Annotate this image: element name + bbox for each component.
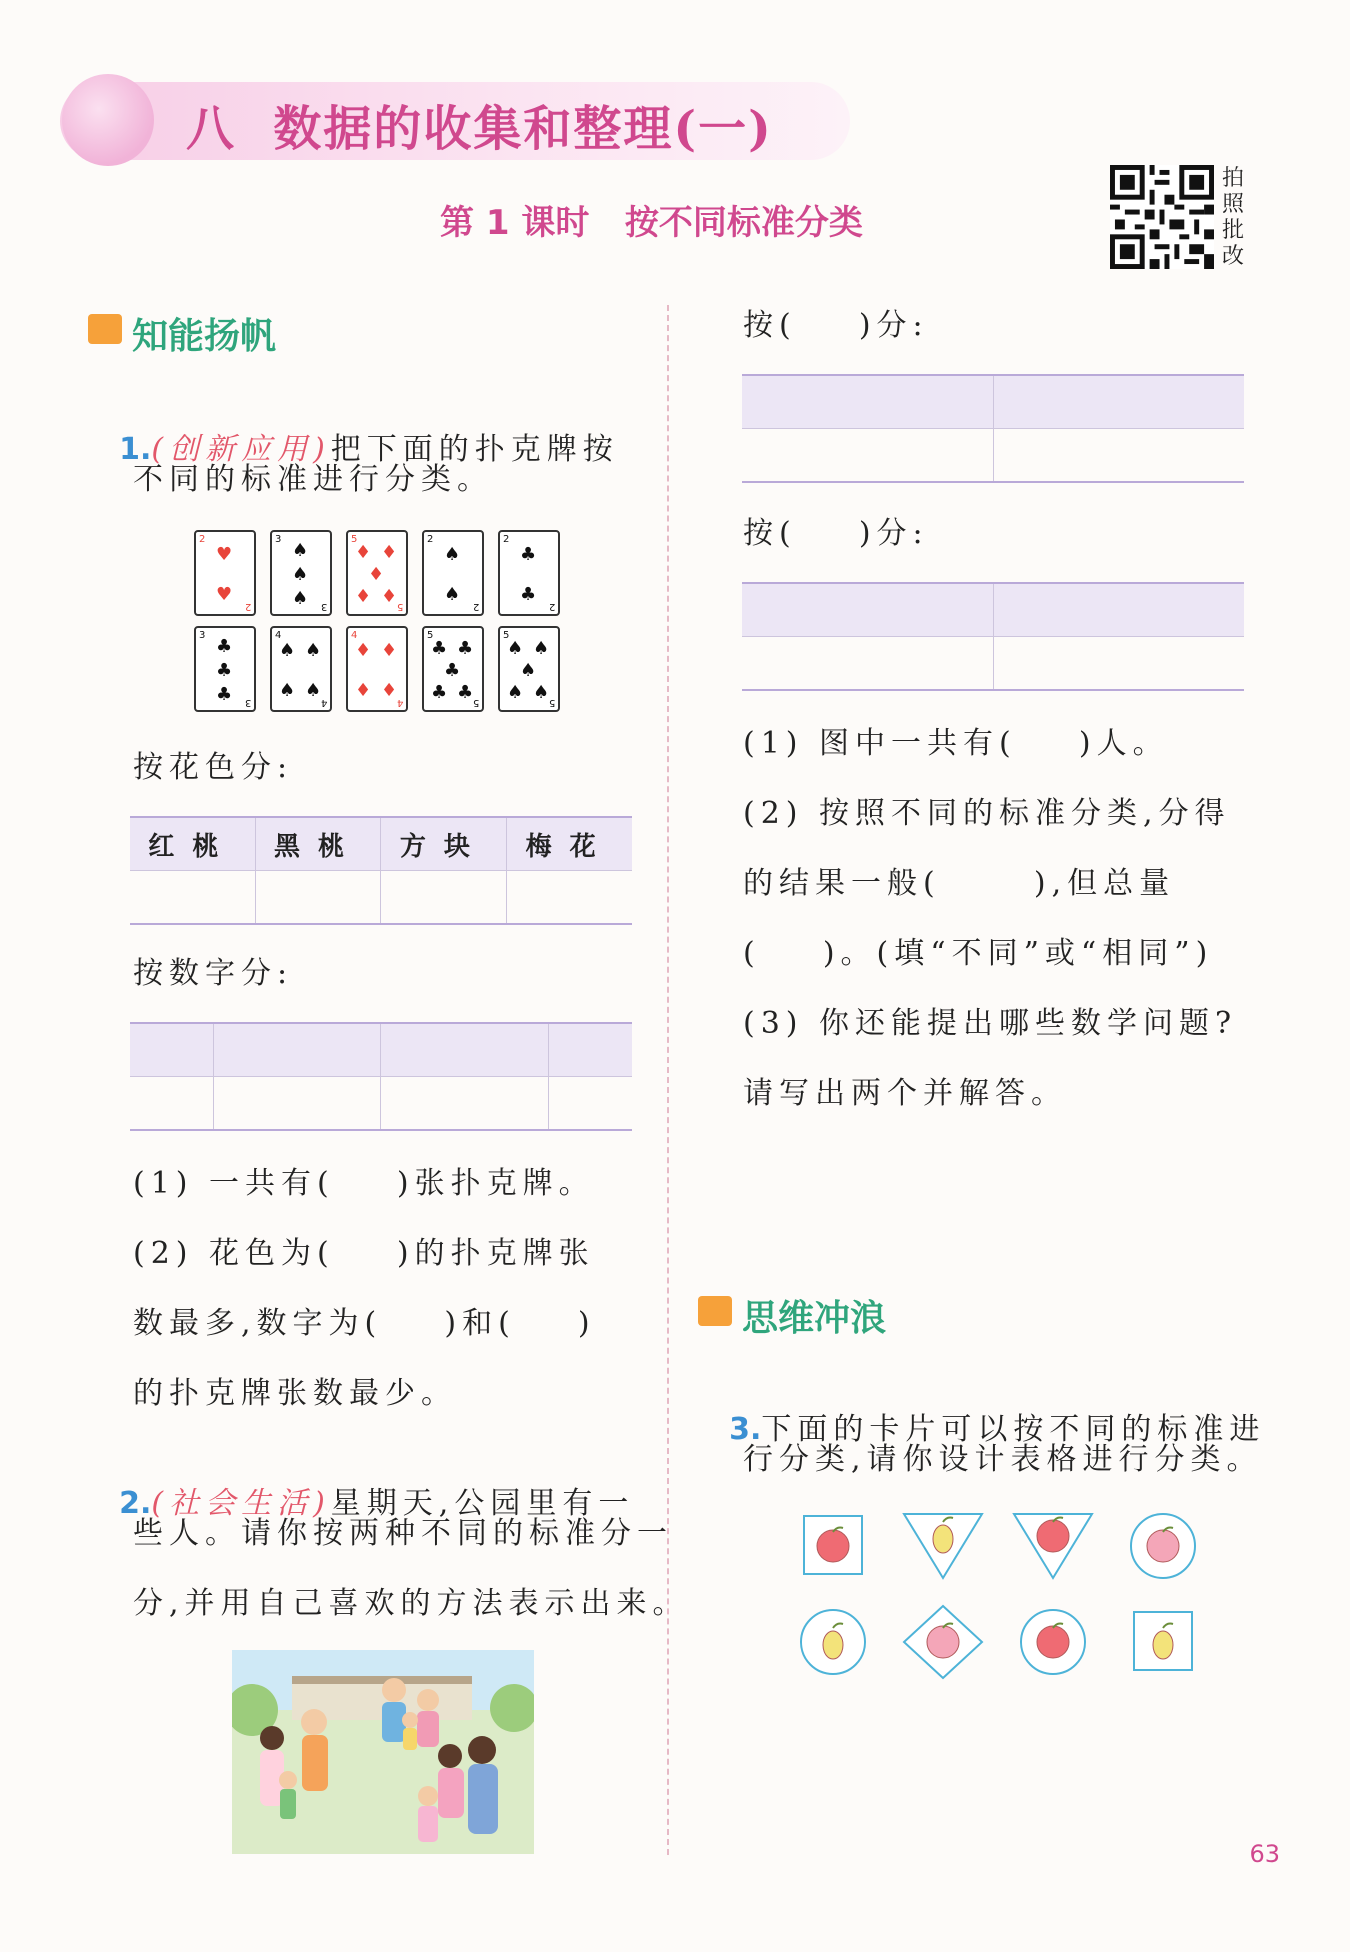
- card-suit-pip: ♦: [381, 586, 398, 607]
- card-suit-pip: ♦: [355, 542, 372, 563]
- card-suit-pip: ♦: [355, 586, 372, 607]
- suit-cell[interactable]: [130, 871, 255, 925]
- number-cell[interactable]: [214, 1077, 381, 1131]
- number-cell[interactable]: [130, 1077, 214, 1131]
- card-suit-pip: ♠: [292, 588, 309, 609]
- card-suit-pip: ♠: [279, 640, 296, 661]
- card-suit-pip: ♣: [431, 682, 448, 703]
- q2-line1: [88, 1444, 634, 1524]
- card-rank: 3: [320, 601, 327, 612]
- number-header-cell[interactable]: [548, 1023, 632, 1077]
- by-number-label: 按数字分:: [133, 956, 294, 991]
- sail-icon: [88, 314, 122, 344]
- park-people-illustration: [232, 1650, 534, 1854]
- q1-text1: 把下面的扑克牌按: [330, 432, 619, 467]
- card-rank: 5: [548, 697, 555, 708]
- poker-card: [346, 626, 408, 712]
- card-suit-pip: ♠: [507, 638, 524, 659]
- card-rank: 5: [396, 601, 403, 612]
- card-rank: 2: [548, 601, 555, 612]
- peach-circle-card: [1120, 1508, 1206, 1584]
- card-rank: 4: [351, 630, 358, 641]
- q2-table-cell[interactable]: [993, 429, 1244, 483]
- card-suit-pip: ♦: [381, 680, 398, 701]
- suit-table: [130, 816, 632, 925]
- by-suit-label: 按花色分:: [133, 750, 294, 785]
- q2-line3: 分,并用自己喜欢的方法表示出来。: [133, 1586, 689, 1621]
- q2-table-2: [742, 582, 1244, 691]
- chapter-title: 八 数据的收集和整理(一): [186, 101, 773, 157]
- card-rank: 2: [427, 534, 434, 545]
- card-suit-pip: ♠: [520, 660, 537, 681]
- card-suit-pip: ♠: [533, 638, 550, 659]
- suit-cell[interactable]: [507, 871, 632, 925]
- section-title-siwei: 思维冲浪: [742, 1298, 887, 1339]
- suit-cell[interactable]: [255, 871, 381, 925]
- apple-circle-card: [1010, 1604, 1096, 1680]
- card-rank: 4: [396, 697, 403, 708]
- card-suit-pip: ♠: [444, 544, 461, 565]
- card-rank: 5: [472, 697, 479, 708]
- q2-sub2b: 的结果一般( ),但总量: [743, 866, 1176, 901]
- suit-header: 红桃: [130, 817, 255, 871]
- q2-sub2a: (2) 按照不同的标准分类,分得: [743, 796, 1231, 831]
- card-suit-pip: ♠: [279, 680, 296, 701]
- card-suit-pip: ♦: [381, 542, 398, 563]
- pear-triangle-card: [900, 1508, 986, 1584]
- card-rank: 3: [275, 534, 282, 545]
- q1-sub2b: 数最多,数字为( )和( ): [133, 1306, 596, 1341]
- card-rank: 2: [199, 534, 206, 545]
- poker-card: [422, 530, 484, 616]
- q2-table-cell[interactable]: [993, 583, 1244, 637]
- number-cell[interactable]: [548, 1077, 632, 1131]
- chapter-ball-icon: [62, 74, 154, 166]
- apple-triangle-card: [1010, 1508, 1096, 1584]
- card-suit-pip: ♣: [444, 660, 461, 681]
- apple-square-card: [790, 1508, 876, 1584]
- card-suit-pip: ♣: [216, 636, 233, 657]
- card-suit-pip: ♣: [520, 584, 537, 605]
- number-header-cell[interactable]: [130, 1023, 214, 1077]
- q2-table-cell[interactable]: [993, 637, 1244, 691]
- poker-card: [346, 530, 408, 616]
- card-rank: 5: [427, 630, 434, 641]
- card-rank: 4: [275, 630, 282, 641]
- card-suit-pip: ♦: [355, 680, 372, 701]
- card-rank: 4: [320, 697, 327, 708]
- number-cell[interactable]: [381, 1077, 548, 1131]
- poker-card: [194, 626, 256, 712]
- lesson-title: 第 1 课时 按不同标准分类: [440, 203, 863, 243]
- card-suit-pip: ♦: [381, 640, 398, 661]
- q2-text1: 星期天,公园里有一: [330, 1486, 635, 1521]
- q2-sub3a: (3) 你还能提出哪些数学问题?: [743, 1006, 1238, 1041]
- q1-sub2c: 的扑克牌张数最少。: [133, 1376, 457, 1411]
- suit-header: 黑桃: [255, 817, 381, 871]
- card-suit-pip: ♠: [305, 680, 322, 701]
- q2-sub2c: ( )。(填“不同”或“相同”): [743, 936, 1214, 971]
- q2-number: 2.: [119, 1486, 152, 1521]
- card-suit-pip: ♣: [520, 544, 537, 565]
- section-title-zhineng: 知能扬帆: [132, 316, 277, 357]
- card-suit-pip: ♠: [444, 584, 461, 605]
- q3-text1: 下面的卡片可以按不同的标准进: [761, 1412, 1266, 1447]
- q3-line1: [698, 1370, 1265, 1450]
- suit-cell[interactable]: [381, 871, 507, 925]
- page-number: 63: [1249, 1840, 1280, 1868]
- q1-sub2a: (2) 花色为( )的扑克牌张: [133, 1236, 595, 1271]
- qr-code-icon[interactable]: [1110, 165, 1214, 269]
- card-rank: 3: [244, 697, 251, 708]
- q3-number: 3.: [729, 1412, 762, 1447]
- q1-line1: [88, 390, 619, 470]
- card-suit-pip: ♠: [533, 682, 550, 703]
- card-suit-pip: ♠: [292, 540, 309, 561]
- q2-by-label-2: 按( )分:: [743, 516, 929, 551]
- card-suit-pip: ♥: [216, 544, 233, 565]
- number-table: [130, 1022, 632, 1131]
- q2-table-cell[interactable]: [742, 429, 993, 483]
- q2-tag: (社会生活): [151, 1486, 331, 1521]
- card-rank: 2: [244, 601, 251, 612]
- poker-card: [498, 626, 560, 712]
- q2-table-cell[interactable]: [993, 375, 1244, 429]
- q2-line2: 些人。请你按两种不同的标准分一: [133, 1516, 673, 1551]
- pear-square-card: [1120, 1604, 1206, 1680]
- poker-card: [270, 530, 332, 616]
- q1-tag: (创新应用): [151, 432, 331, 467]
- number-header-cell[interactable]: [381, 1023, 548, 1077]
- card-rank: 2: [472, 601, 479, 612]
- q1-line2: 不同的标准进行分类。: [133, 462, 493, 497]
- q3-line2: 行分类,请你设计表格进行分类。: [743, 1442, 1263, 1477]
- card-suit-pip: ♥: [216, 584, 233, 605]
- q2-table-cell[interactable]: [742, 375, 993, 429]
- poker-card: [422, 626, 484, 712]
- suit-header: 方块: [381, 817, 507, 871]
- poker-card: [194, 530, 256, 616]
- poker-card: [270, 626, 332, 712]
- poker-cards: [194, 530, 574, 720]
- q2-table-1: [742, 374, 1244, 483]
- number-header-cell[interactable]: [214, 1023, 381, 1077]
- fruit-cards: [790, 1508, 1210, 1678]
- card-suit-pip: ♠: [305, 640, 322, 661]
- peach-diamond-card: [900, 1604, 986, 1680]
- q1-sub1: (1) 一共有( )张扑克牌。: [133, 1166, 595, 1201]
- card-suit-pip: ♣: [216, 660, 233, 681]
- card-suit-pip: ♦: [368, 564, 385, 585]
- card-suit-pip: ♣: [457, 638, 474, 659]
- card-rank: 2: [503, 534, 510, 545]
- q2-by-label-1: 按( )分:: [743, 308, 929, 343]
- q2-sub3b: 请写出两个并解答。: [743, 1076, 1067, 1111]
- q2-sub1: (1) 图中一共有( )人。: [743, 726, 1169, 761]
- poker-card: [498, 530, 560, 616]
- card-suit-pip: ♠: [292, 564, 309, 585]
- q1-number: 1.: [119, 432, 152, 467]
- card-suit-pip: ♠: [507, 682, 524, 703]
- q2-table-cell[interactable]: [742, 583, 993, 637]
- card-suit-pip: ♣: [431, 638, 448, 659]
- card-rank: 5: [503, 630, 510, 641]
- pear-circle-card: [790, 1604, 876, 1680]
- card-rank: 3: [199, 630, 206, 641]
- qr-caption: 拍照批改: [1222, 166, 1245, 269]
- card-suit-pip: ♦: [355, 640, 372, 661]
- wave-icon: [698, 1296, 732, 1326]
- suit-header: 梅花: [507, 817, 632, 871]
- card-suit-pip: ♣: [216, 684, 233, 705]
- card-suit-pip: ♣: [457, 682, 474, 703]
- q2-table-cell[interactable]: [742, 637, 993, 691]
- card-rank: 5: [351, 534, 358, 545]
